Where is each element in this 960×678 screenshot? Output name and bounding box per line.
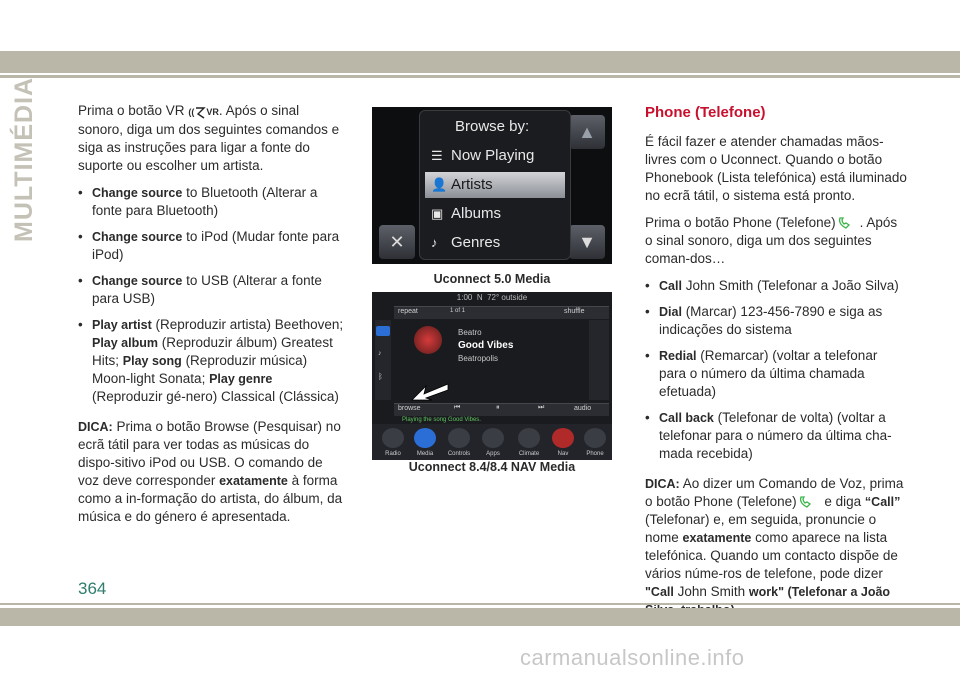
menu-item-artists[interactable] (425, 172, 565, 198)
next-track-icon[interactable]: ⏭ (538, 404, 545, 411)
pointer-arrow (408, 380, 452, 404)
main-dock (372, 424, 612, 460)
browse-title (425, 114, 565, 140)
command-desc: (Reproduzir gé-nero) Classical (Clássica) (92, 389, 339, 404)
menu-item-label: Genres (451, 234, 501, 251)
vr-icon-label: VR (206, 107, 219, 117)
note-text: à forma como a in-formação do artista, do álbum, da música e do género é apresentada. (78, 473, 343, 524)
note-text: (Telefonar) e, em seguida, pronuncie o nome (645, 512, 877, 545)
watermark: carmanualsonline.info (520, 645, 745, 670)
down-arrow-icon: ▼ (578, 232, 596, 252)
note-text: Prima o botão Browse (Pesquisar) no ecrã tátil para ver todas as músicas do dispo-sitivo iPod ou USB. O comando de voz deve corresponder (78, 419, 341, 488)
command-term: Change source (92, 274, 183, 288)
track-count: 1 of 1 (450, 308, 466, 314)
browse-menu (419, 110, 571, 260)
command-term: Call (659, 279, 682, 293)
climate-dock-icon[interactable] (518, 428, 540, 448)
command-desc: (Reproduzir música) Moon-light Sonata; (92, 353, 308, 386)
down-arrow-button[interactable] (569, 225, 605, 259)
command-desc: (Telefonar de volta) (voltar a telefonar para o número da última cha-mada recebida) (659, 410, 892, 461)
phone-intro: É fácil fazer e atender chamadas mãos-livres com o Uconnect. Quando o botão Phonebook (Lista telefónica) está iluminado no ecrã tátil, o sistema está pronto. (645, 134, 907, 203)
dock-label: Media (416, 451, 434, 457)
command-term: Dial (659, 305, 682, 319)
note-emphasis: “Call” (864, 495, 901, 509)
status-bar (372, 292, 612, 304)
browse-title-text: Browse by: (455, 118, 530, 135)
temperature: 72° outside (487, 293, 528, 302)
command-desc: (Reproduzir álbum) Greatest Hits; (92, 335, 333, 368)
note-label: DICA: (78, 420, 113, 434)
up-arrow-button[interactable] (569, 115, 605, 149)
command-desc: to USB (Alterar a fonte para USB) (92, 273, 322, 306)
close-button[interactable] (379, 225, 415, 259)
uconnect-5-screen (372, 107, 612, 264)
left-column (78, 102, 344, 535)
phone-instruction-text: . Após o sinal sonoro, diga um dos seguintes coman-dos… (645, 215, 898, 266)
right-rail (589, 320, 609, 400)
command-desc: to iPod (Mudar fonte para iPod) (92, 229, 340, 262)
album-icon: ▣ (431, 206, 444, 221)
media-dock-icon[interactable] (414, 428, 436, 448)
phone-instruction (645, 214, 908, 268)
browse-button[interactable]: browse (398, 405, 421, 412)
clock: 1:00 (456, 293, 473, 302)
phone-dock-icon[interactable] (584, 428, 606, 448)
dock-label: Climate (518, 451, 540, 457)
pause-icon[interactable]: ⏸ (496, 404, 500, 411)
top-controls (394, 306, 609, 319)
note-paragraph (78, 418, 344, 526)
header-band (0, 51, 960, 73)
audio-button[interactable]: audio (574, 405, 592, 412)
dock-label: Apps (486, 451, 500, 457)
command-term: Redial (659, 349, 697, 363)
section-heading: Phone (Telefone) (645, 104, 766, 121)
uconnect-8-screen (372, 292, 612, 457)
dock-label: Controls (447, 451, 471, 457)
right-column (645, 104, 908, 628)
shuffle-button[interactable]: shuffle (564, 308, 585, 315)
menu-item-now-playing[interactable] (425, 143, 565, 169)
menu-item-label: Albums (451, 205, 502, 222)
nav-dock-icon[interactable] (552, 428, 574, 448)
note-text: e diga (820, 494, 865, 509)
close-icon: ✕ (389, 232, 405, 252)
intro-text: Prima o botão VR (78, 103, 185, 118)
bluetooth-source-icon[interactable]: ᛒ (378, 372, 383, 381)
command-term: Change source (92, 186, 183, 200)
ticker: Playing the song Good Vibes. (402, 417, 481, 423)
note-emphasis: exatamente (219, 474, 288, 488)
up-arrow-icon: ▲ (578, 122, 596, 142)
command-term: Play album (92, 336, 158, 350)
list-item: • Call John Smith (Telefonar a João Silva) (645, 278, 899, 293)
command-term: Play song (122, 354, 182, 368)
phone-icon (797, 494, 821, 509)
now-playing-artist: Beatro (458, 328, 482, 337)
intro-text-after: . Após o sinal sonoro, diga um dos seguintes comandos e siga as instruções para ligar a fonte do suporte ou escolher um artista. (78, 103, 340, 173)
person-icon: 👤 (431, 177, 448, 192)
vr-icon: (( VR (188, 107, 219, 117)
list-item: • Dial (Marcar) 123-456-7890 e siga as indicações do sistema (645, 304, 883, 337)
note-label: DICA: (645, 477, 680, 491)
section-title: MULTIMÉDIA (10, 76, 38, 242)
note-text: Ao dizer um Comando de Voz, prima o botão Phone (Telefone) (645, 476, 904, 509)
command-term: Change source (92, 230, 183, 244)
note-paragraph (645, 475, 908, 619)
phone-instruction-text: Prima o botão Phone (Telefone) (645, 215, 836, 230)
apps-dock-icon[interactable] (482, 428, 504, 448)
note-text: como aparece na lista telefónica. Quando um contacto dispõe de vários núme-ros de telefone, pode dizer (645, 530, 898, 581)
page-number: 364 (78, 579, 107, 598)
note-emphasis: work" (Telefonar a João (748, 585, 891, 599)
note-emphasis: exatamente (682, 531, 752, 545)
menu-item-label: Now Playing (451, 147, 535, 164)
now-playing-song: Good Vibes (458, 340, 514, 351)
list-icon: ☰ (431, 148, 443, 163)
menu-item-albums[interactable] (425, 201, 565, 227)
caption-uconnect-8: Uconnect 8.4/8.4 NAV Media (408, 460, 576, 474)
album-art (414, 326, 442, 354)
list-item: • Call back (Telefonar de volta) (voltar a telefonar para o número da última cha-mada recebida) (645, 410, 892, 461)
header-rule (0, 75, 960, 78)
command-desc: (Marcar) 123-456-7890 e siga as indicações do sistema (659, 304, 883, 337)
phone-icon (836, 215, 860, 230)
list-item: • Change source to iPod (Mudar fonte para iPod) (78, 229, 340, 262)
command-desc: to Bluetooth (Alterar a fonte para Bluetooth) (92, 185, 318, 218)
list-item: • Change source to USB (Alterar a fonte para USB) (78, 273, 322, 306)
command-term: Play genre (209, 372, 273, 386)
list-item: • Play artist (Reproduzir artista) Beethoven; Play album (Reproduzir álbum) Greatest Hits; Play song (Reproduzir música) Moon-light Sonata; Play genre (Reproduzir gé-nero) Classical (Clássica) (78, 317, 344, 404)
command-desc: John Smith (Telefonar a João Silva) (681, 278, 899, 293)
menu-item-label: Artists (451, 176, 493, 193)
aux-source-icon[interactable]: ♪ (378, 350, 382, 357)
compass: N (476, 293, 483, 302)
list-item: • Change source to Bluetooth (Alterar a fonte para Bluetooth) (78, 185, 318, 218)
intro-paragraph (78, 102, 344, 175)
previous-track-icon[interactable]: ⏮ (454, 404, 461, 411)
menu-item-genres[interactable] (425, 230, 565, 256)
transport-bar (394, 403, 609, 416)
dock-label: Radio (385, 451, 401, 457)
dock-label: Nav (557, 451, 569, 457)
left-rail (375, 320, 391, 400)
radio-dock-icon[interactable] (382, 428, 404, 448)
command-desc: (Reproduzir artista) Beethoven; (151, 317, 344, 332)
guitar-icon: ♪ (431, 235, 438, 250)
dock-label: Phone (586, 451, 604, 457)
note-text: John Smith (673, 584, 749, 599)
usb-source-icon[interactable] (376, 326, 390, 336)
command-term: Play artist (92, 318, 152, 332)
note-emphasis: "Call (645, 585, 674, 599)
controls-dock-icon[interactable] (448, 428, 470, 448)
command-term: Call back (659, 411, 714, 425)
footer-band (0, 608, 960, 626)
now-playing-album: Beatropolis (458, 354, 499, 363)
command-desc: (Remarcar) (voltar a telefonar para o número da última chamada efetuada) (659, 348, 878, 399)
caption-uconnect-5: Uconnect 5.0 Media (433, 272, 551, 286)
repeat-button[interactable]: repeat (398, 308, 418, 315)
footer-rule (0, 603, 960, 605)
list-item: • Redial (Remarcar) (voltar a telefonar para o número da última chamada efetuada) (645, 348, 878, 399)
